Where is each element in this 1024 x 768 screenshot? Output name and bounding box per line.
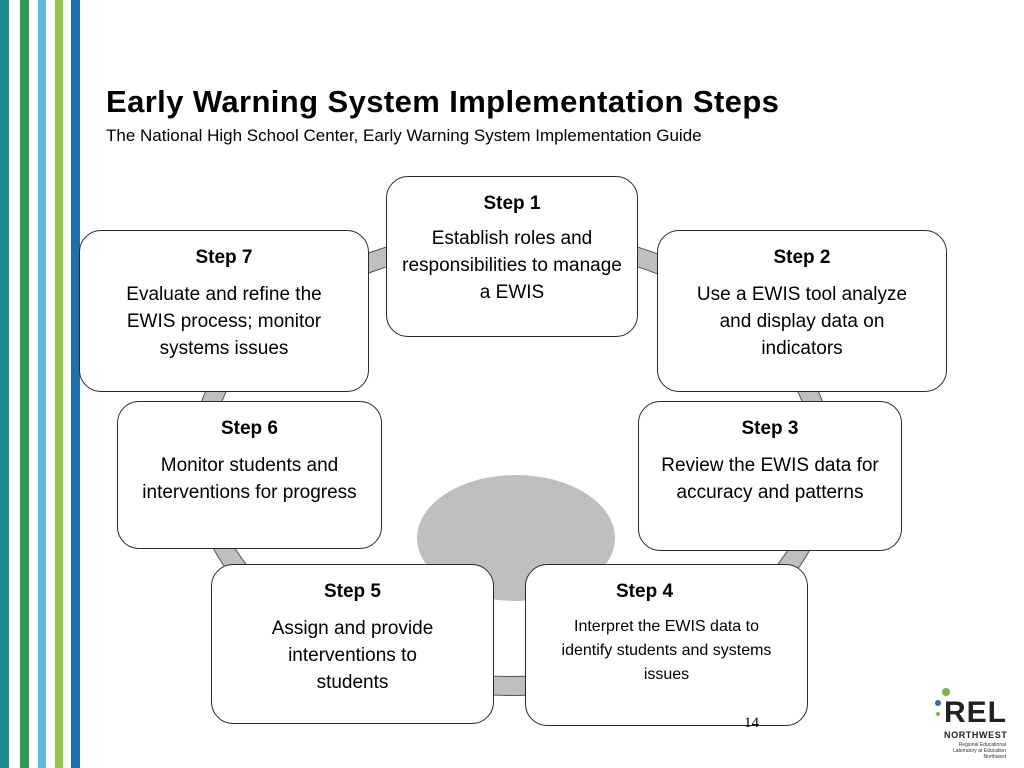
step-6-text: Monitor students and interventions for progress: [142, 455, 357, 503]
step-5-label: Step 5: [323, 581, 382, 602]
logo-northwest: NORTHWEST: [944, 730, 1008, 740]
step-1-box[interactable]: [386, 176, 638, 337]
step-7-box[interactable]: [79, 230, 369, 392]
logo-dot-small: [936, 712, 940, 716]
step-1-text: Establish roles and responsibilities to manage a EWIS: [402, 228, 622, 303]
step-5-text: Assign and provide interventions to students: [271, 618, 434, 693]
step-2-box[interactable]: [657, 230, 947, 392]
logo-rel: REL: [944, 696, 1007, 729]
step-2-text: Use a EWIS tool analyze and display data on indicators: [696, 284, 908, 359]
step-7-text: Evaluate and refine the EWIS process; monitor systems issues: [126, 284, 322, 359]
step-4-label: Step 4: [616, 581, 674, 602]
step-2-label: Step 2: [773, 247, 831, 268]
step-7-label: Step 7: [195, 247, 253, 268]
slide-subtitle: The National High School Center, Early Warning System Implementation Guide: [106, 126, 702, 145]
page-number: 14: [744, 715, 759, 731]
step-1-label: Step 1: [483, 193, 541, 214]
step-3-label: Step 3: [741, 418, 799, 439]
step-3-text: Review the EWIS data for accuracy and patterns: [661, 455, 879, 503]
step-6-box[interactable]: [117, 401, 382, 549]
step-5-box[interactable]: [211, 564, 494, 724]
step-6-label: Step 6: [220, 418, 279, 439]
slide-title: Early Warning System Implementation Steps: [106, 84, 780, 119]
step-4-text: Interpret the EWIS data to identify students and systems issues: [561, 618, 772, 683]
logo-dot-medium: [935, 700, 941, 706]
step-4-box[interactable]: [525, 564, 808, 726]
logo-tagline: Regional Educational Laboratory at Education Northwest: [952, 742, 1006, 760]
rel-northwest-logo: [930, 686, 1024, 768]
step-3-box[interactable]: [638, 401, 902, 551]
logo-dot-large: [942, 688, 950, 696]
